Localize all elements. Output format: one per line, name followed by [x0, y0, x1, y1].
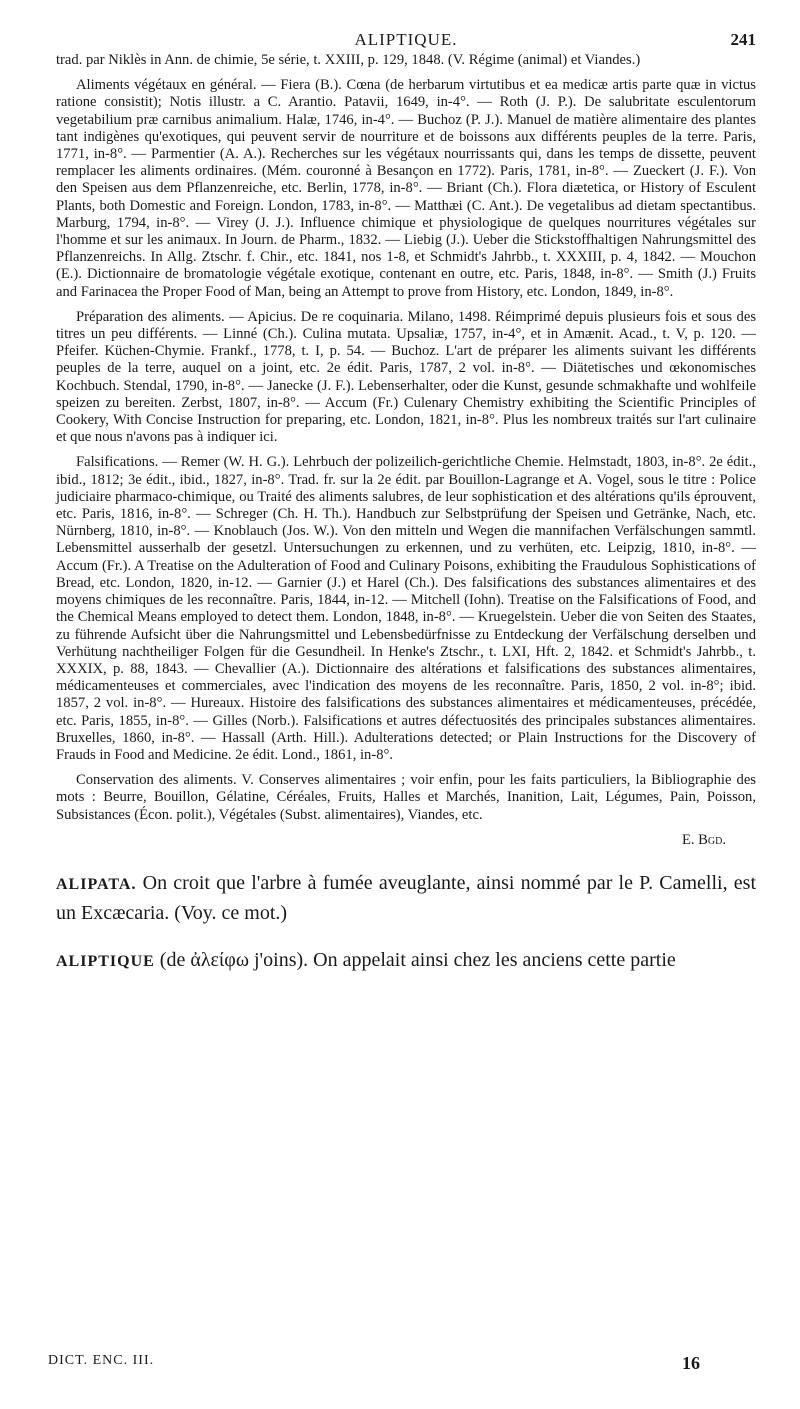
- page-footer: [48, 1353, 700, 1377]
- bibliography-paragraph: Falsifications. — Remer (W. H. G.). Lehrbuch der polizeilich-gerichtliche Chemie. Helmstadt, 1803, in-8°. 2e édit., ibid., 1812; 3e édit., ibid., 1827, in-8°. Trad. fr. sur la 2e édit. par Bouillon-Lagrange et A. Vogel, sous le titre : Police judiciaire pharmaco-chimique, ou Traité des aliments salubres, de leur sophistication et des altérations qu'ils éprouvent, etc. Paris, 1816, in-8°. — Schreger (Ch. H. Th.). Handbuch zur Selbstprüfung der Speisen und Getränke, Nach, etc. Nürnberg, 1810, in-8°. — Knoblauch (Jos. W.). Von den mitteln und Wegen die mannifachen Verfälschungen sammtl. Lebensmittel ausserhalb der gesetzl. Untersuchungen zu erkennen, und zu verhüten, etc. Leipzig, 1810, in-8°. — Accum (Fr.). A Treatise on the Adulteration of Food and Culinary Poisons, exhibiting the Fraudulous Sophistications of Bread, etc. London, 1820, in-12. — Garnier (J.) et Harel (Ch.). Des falsifications des substances alimentaires et des moyens chimiques de les reconnaître. Paris, 1844, in-12. — Mitchell (Iohn). Treatise on the Falsifications of Food, and the Chemical Means employed to detect them. London, 1848, in-8°. — Kruegelstein. Ueber die von Seiten des Staates, zu führende Aufsicht über die Nahrungsmittel und Lebensbedürfnisse zu Entdeckung der Verfälschung derselben und Verhütung nachtheiliger Folgen für die Gesundheil. In Henke's Ztschr., t. LXI, Hft. 2, 1842. et Schmidt's Jahrbb., t. XXXIX, p. 88, 1843. — Chevallier (A.). Dictionnaire des altérations et falsifications des substances alimentaires, médicamenteuses et commerciales, avec l'indication des moyens de les reconnaître. Paris, 1850, 2 vol. in-8°; ibid. 1857, 2 vol. in-8°. — Hureaux. Histoire des falsifications des substances alimentaires et médicamenteuses, précédée, etc. Paris, 1855, in-8°. — Gilles (Norb.). Falsifications et autres défectuosités des principales substances alimentaires. Bruxelles, 1860, in-8°. — Hassall (Arth. Hill.). Adulterations detected; or Plain Instructions for the Discovery of Frauds in Food and Medicine. 2e édit. Lond., 1861, in-8°.: [56, 454, 756, 763]
- running-title: ALIPTIQUE.: [354, 30, 458, 49]
- bibliography-paragraph: Conservation des aliments. V. Conserves alimentaires ; voir enfin, pour les faits particuliers, la Bibliographie des mots : Beurre, Bouillon, Gélatine, Céréales, Fruits, Halles et Marchés, Inanition, Lait, Légumes, Pain, Poisson, Subsistances (Écon. polit.), Végétales (Subst. alimentaires), Viandes, etc.: [56, 772, 756, 823]
- entry-headword: ALIPTIQUE: [56, 952, 155, 970]
- author-signature: E. Bgd.: [681, 831, 726, 848]
- bibliography-paragraph: trad. par Niklès in Ann. de chimie, 5e série, t. XXIII, p. 129, 1848. (V. Régime (animal) et Viandes.): [56, 52, 641, 68]
- page-number: 241: [730, 30, 756, 49]
- bibliography-block: [56, 52, 756, 849]
- running-header: [56, 30, 756, 52]
- dictionary-entries: [56, 869, 756, 976]
- entry-text: On croit que l'arbre à fumée aveuglante, ainsi nommé par le P. Camelli, est un Excæcaria. (Voy. ce mot.): [56, 871, 757, 924]
- entry-headword: ALIPATA.: [56, 875, 137, 893]
- entry-aliptique: [56, 946, 756, 976]
- sheet-number: 16: [682, 1353, 700, 1373]
- bibliography-paragraph: Préparation des aliments. — Apicius. De re coquinaria. Milano, 1498. Réimprimé depuis plusieurs fois et sous des titres un peu différents. — Linné (Ch.). Culina mutata. Upsaliæ, 1757, in-4°, et in Amænit. Acad., t. V, p. 120. — Pfeifer. Küchen-Chymie. Frankf., 1778, t. I, p. 54. — Buchoz. L'art de préparer les aliments suivant les différents peuples de la terre, auquel on a joint, etc. 2e édit. Paris, 1787, 2 vol. in-8°. — Diätetisches und œkonomisches Kochbuch. Stendal, 1790, in-8°. — Janecke (J. F.). Lebenserhalter, oder die Kunst, gesunde schmakhafte und wohlfeile speizen zu bereiten. Zerbst, 1807, in-8°. — Accum (Fr.) Culenary Chemistry exhibiting the Scientific Principles of Cookery, With Concise Instruction for preparing, etc. London, 1821, in-8°. Plus les nombreux traités sur l'art culinaire et que nous n'avons pas à indiquer ici.: [56, 308, 756, 446]
- page: [56, 30, 756, 976]
- entry-alipata: [56, 869, 756, 928]
- entry-text: (de ἀλείφω j'oins). On appelait ainsi chez les anciens cette partie: [159, 948, 676, 971]
- volume-signature: DICT. ENC. III.: [48, 1353, 155, 1368]
- bibliography-paragraph: Aliments végétaux en général. — Fiera (B.). Cœna (de herbarum virtutibus et ea medicæ artis parte quæ in victus ratione consistit); Notis illustr. a C. Arantio. Patavii, 1649, in-4°. — Roth (J. P.). De salubritate esculentorum vegetabilium præ carnibus animalium. Halæ, 1746, in-4°. — Buchoz (P. J.). Manuel de matière alimentaire des plantes tant indigènes qu'exotiques, qui peuvent servir de nourriture et de boissons aux différents peuples de la terre. Paris, 1771, in-8°. — Parmentier (A. A.). Recherches sur les végétaux nourrissants qui, dans les temps de dissette, peuvent remplacer les aliments ordinaires. (Mém. couronné à Besançon en 1772). Paris, 1781, in-8°. — Zueckert (J. F.). Von den Speisen aus dem Pflanzenreiche, etc. Berlin, 1778, in-8°. — Briant (Ch.). Flora diætetica, or History of Esculent Plants, both Domestic and Foreign. London, 1783, in-8°. — Matthæi (C. Ant.). De vegetalibus ad dietam spectantibus. Marburg, 1794, in-8°. — Virey (J. J.). Influence chimique et physiologique de quelques nourritures végétales sur l'homme et sur les animaux. In Journ. de Pharm., 1832. — Liebig (J.). Ueber die Stickstoffhaltigen Nahrungsmittel des Pflanzenreichs. In Allg. Ztschr. f. Chir., etc. 1841, nos 1-8, et Schmidt's Jahrbb., t. XXXIII, p. 4, 1842. — Mouchon (E.). Dictionnaire de bromatologie végétale exotique, contenant en outre, etc. Paris, 1848, in-8°. — Smith (J.) Fruits and Farinacea the Proper Food of Man, being an Attempt to prove from History, etc. London, 1849, in-8°.: [56, 77, 756, 300]
